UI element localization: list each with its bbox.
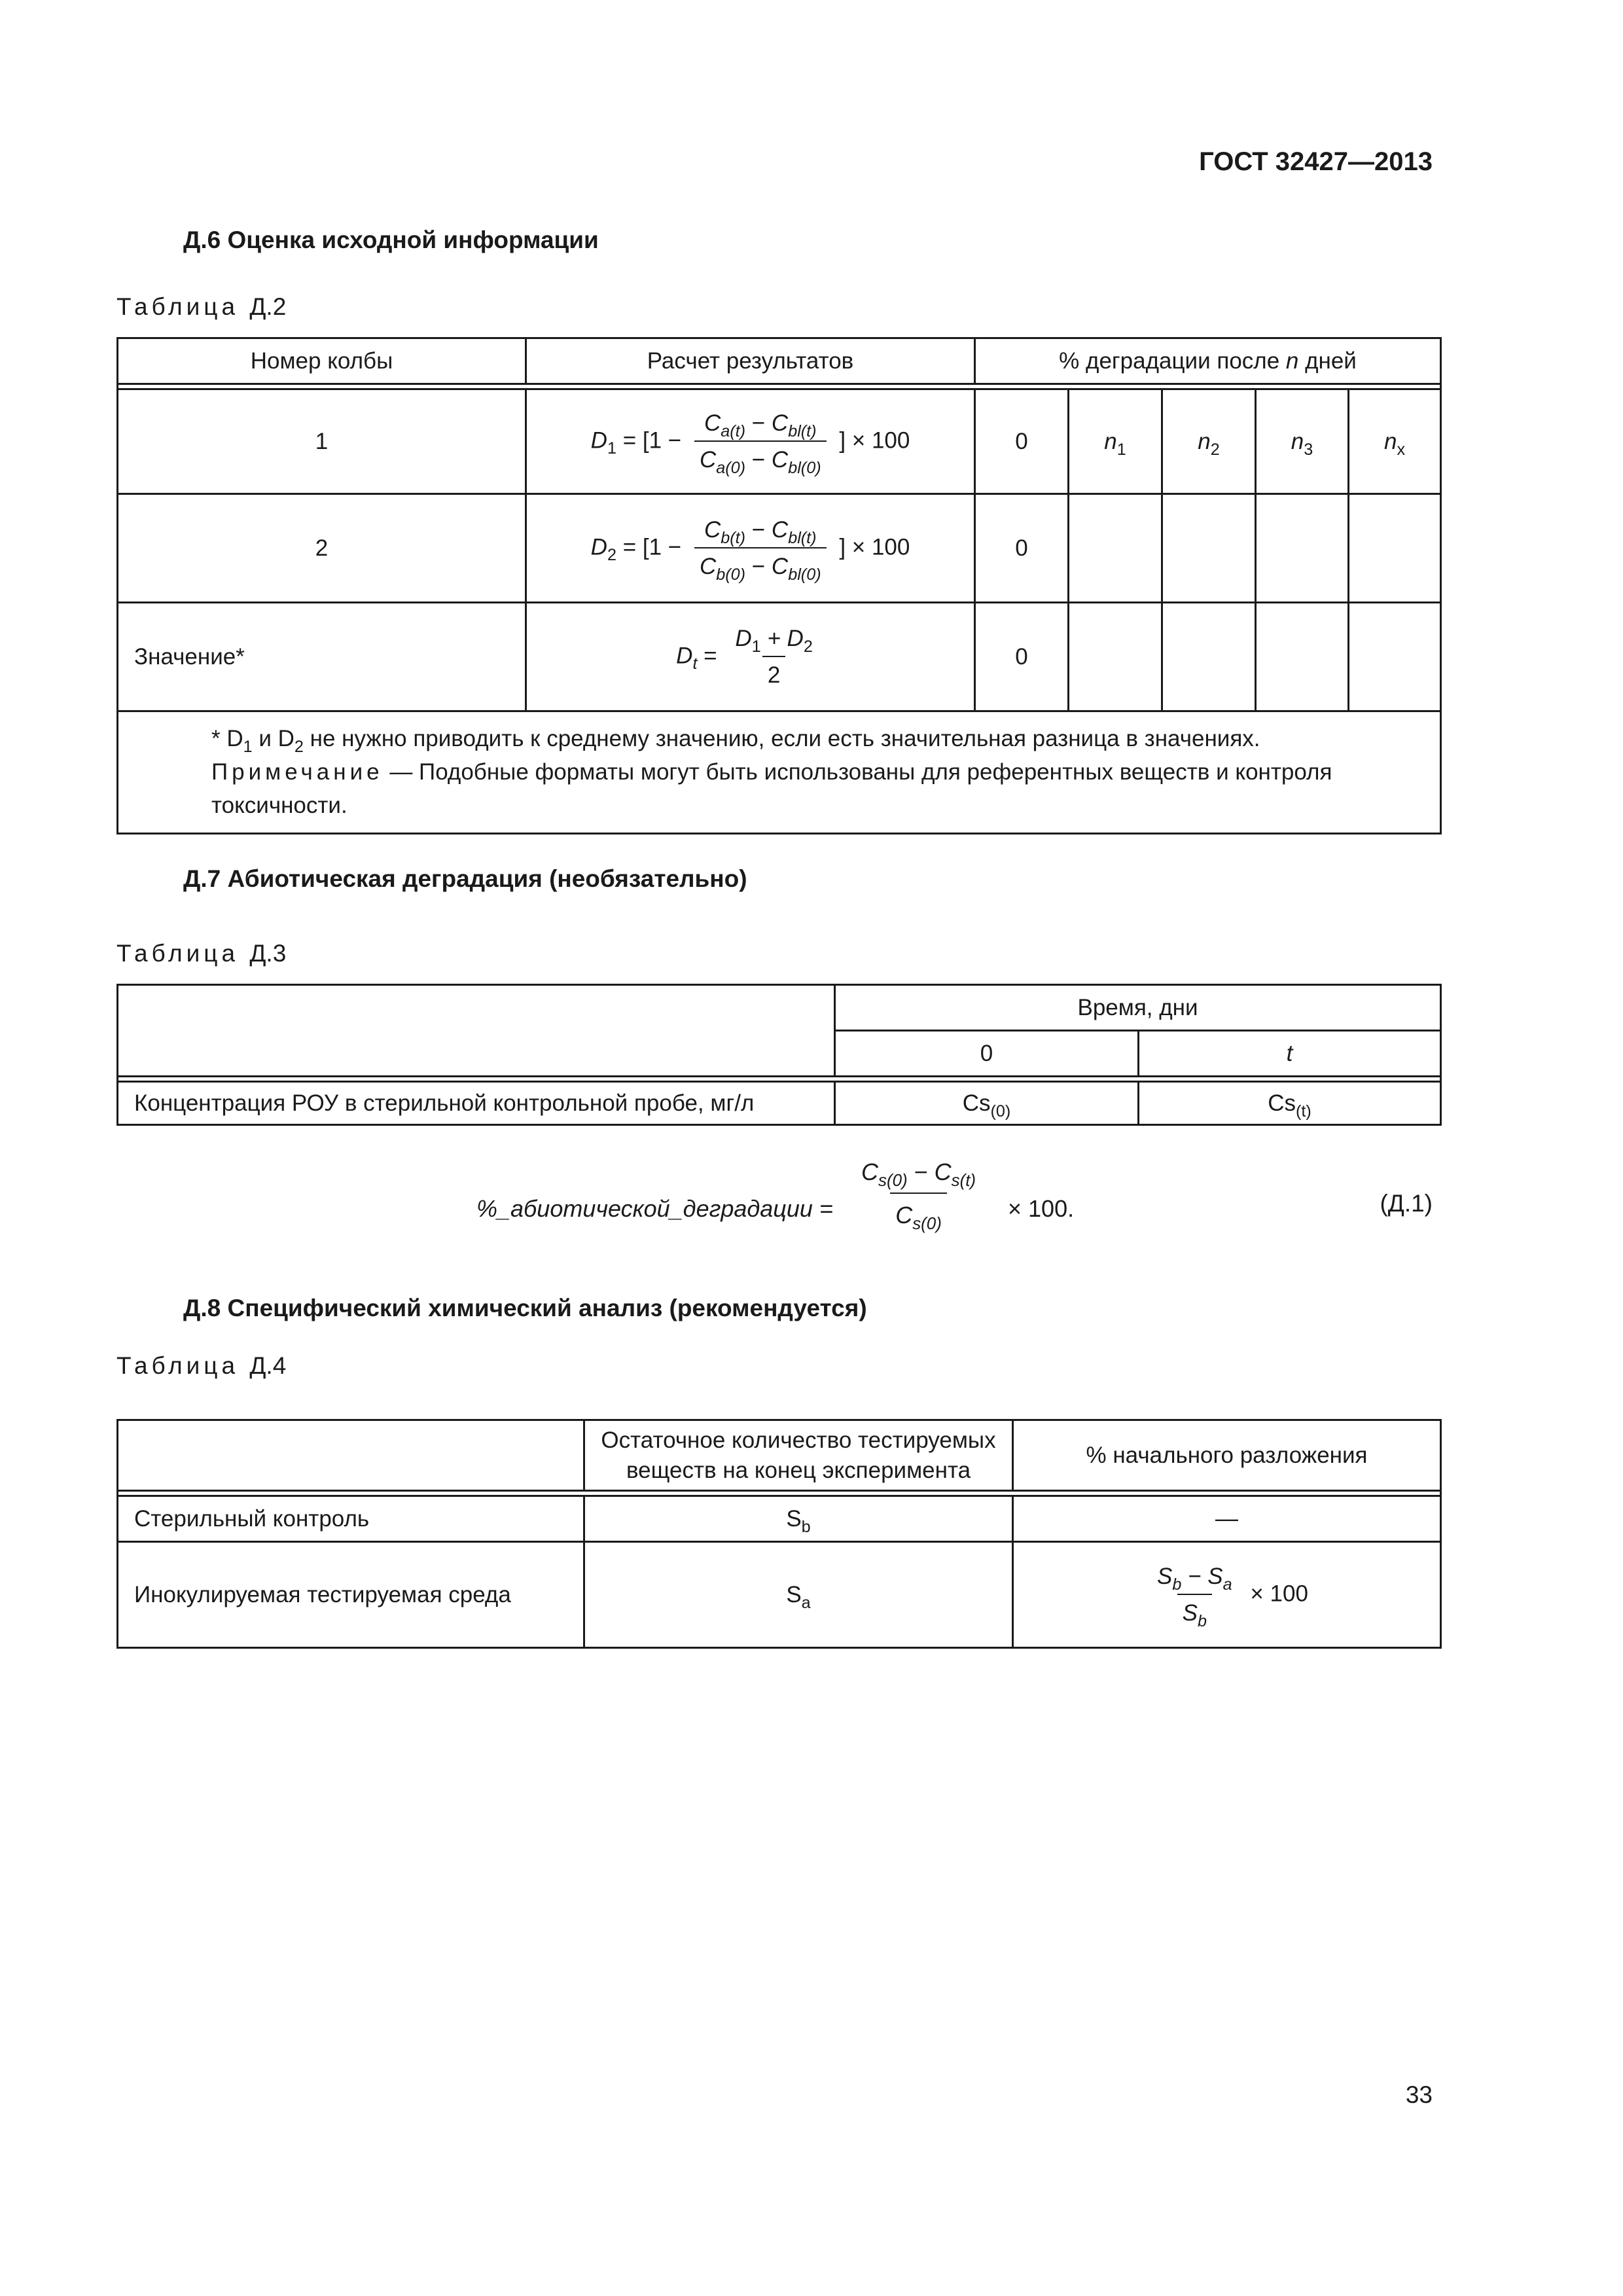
cs-0: $Cs_{(0)}$ bbox=[835, 1082, 1139, 1125]
residual-value: $S_a$ bbox=[584, 1542, 1013, 1648]
day-cell bbox=[1349, 494, 1441, 603]
day-nx: $n_x$ bbox=[1349, 389, 1441, 494]
cs-t: $Cs_{(t)}$ bbox=[1139, 1082, 1441, 1125]
empty-header-cell bbox=[118, 985, 835, 1077]
residual-value: $S_b$ bbox=[584, 1496, 1013, 1542]
formula-d1: $D_1 = [1$ − $\frac{C_{a(t)} - C_{bl(t)}}{C_{a(0)} - C_{bl(0)}}$ ] × 100 bbox=[526, 389, 975, 494]
formula-lhs: %_абиотической_деградации = bbox=[476, 1195, 833, 1222]
section-title-d7: Д.7 Абиотическая деградация (необязательно) bbox=[183, 865, 747, 892]
col-header-decomposition: % начального разложения bbox=[1013, 1420, 1441, 1491]
day-cell bbox=[1349, 603, 1441, 711]
caption-word: Таблица bbox=[116, 940, 240, 967]
formula-dt: $D_t$ = $\frac{D_1 + D_2}{2}$ bbox=[526, 603, 975, 711]
table-row bbox=[118, 494, 1441, 603]
col-header-residual: Остаточное количество тестируемых веществ на конец эксперимента bbox=[584, 1420, 1013, 1491]
time-t: t bbox=[1139, 1031, 1441, 1077]
formula-number: (Д.1) bbox=[1380, 1190, 1433, 1217]
table-caption-d2 bbox=[116, 293, 286, 321]
day-n2: $n_2$ bbox=[1162, 389, 1256, 494]
caption-number: Д.3 bbox=[249, 940, 287, 967]
caption-word: Таблица bbox=[116, 1352, 240, 1379]
day-cell bbox=[1069, 494, 1162, 603]
table-header-row bbox=[118, 338, 1441, 384]
table-row bbox=[118, 1082, 1441, 1125]
mean-value-label: Значение* bbox=[118, 603, 526, 711]
time-0: 0 bbox=[835, 1031, 1139, 1077]
row-label: Концентрация РОУ в стерильной контрольной пробе, мг/л bbox=[118, 1082, 835, 1125]
table-d3 bbox=[116, 984, 1442, 1126]
day-n1: $n_1$ bbox=[1069, 389, 1162, 494]
flask-number: 2 bbox=[118, 494, 526, 603]
table-notes bbox=[118, 711, 1441, 834]
formula-fraction: $\frac{C_{s(0)} - C_{s(t)}}{C_{s(0)}}$ bbox=[861, 1158, 976, 1234]
table-row bbox=[118, 389, 1441, 494]
document-id: ГОСТ 32427—2013 bbox=[1199, 147, 1433, 176]
row-label: Стерильный контроль bbox=[118, 1496, 584, 1542]
page-number: 33 bbox=[1405, 2081, 1433, 2108]
decomposition-formula: $\frac{S_b - S_a}{S_b}$ × 100 bbox=[1013, 1542, 1441, 1648]
section-title-d8: Д.8 Специфический химический анализ (рекомендуется) bbox=[183, 1295, 867, 1321]
empty-header-cell bbox=[118, 1420, 584, 1491]
table-notes-row bbox=[118, 711, 1441, 834]
footnote: * $D_1$ и $D_2$ не нужно приводить к среднему значению, если есть значительная разница в значениях. bbox=[211, 726, 1260, 756]
table-row bbox=[118, 603, 1441, 711]
formula-d2: $D_2 = [1$ − $\frac{C_{b(t)} - C_{bl(t)}}{C_{b(0)} - C_{bl(0)}}$ ] × 100 bbox=[526, 494, 975, 603]
caption-word: Таблица bbox=[116, 293, 240, 320]
day-cell bbox=[1256, 494, 1349, 603]
caption-number: Д.2 bbox=[249, 293, 287, 320]
note: Примечание — Подобные форматы могут быть использованы для референтных веществ и контроля токсичности. bbox=[211, 759, 1332, 818]
col-header-calc: Расчет результатов bbox=[526, 338, 975, 384]
day-cell bbox=[1069, 603, 1162, 711]
time-header: Время, дни bbox=[835, 985, 1441, 1031]
row-label: Инокулируемая тестируемая среда bbox=[118, 1542, 584, 1648]
value-day0: 0 bbox=[975, 494, 1069, 603]
value-day0: 0 bbox=[975, 389, 1069, 494]
section-title-d6: Д.6 Оценка исходной информации bbox=[183, 226, 599, 253]
day-cell bbox=[1162, 494, 1256, 603]
col-header-flask: Номер колбы bbox=[118, 338, 526, 384]
value-day0: 0 bbox=[975, 603, 1069, 711]
table-caption-d3 bbox=[116, 940, 286, 967]
day-cell bbox=[1162, 603, 1256, 711]
table-d2 bbox=[116, 337, 1442, 834]
day-cell bbox=[1256, 603, 1349, 711]
table-d4 bbox=[116, 1419, 1442, 1649]
formula-tail: × 100. bbox=[1008, 1195, 1075, 1222]
decomposition-value: — bbox=[1013, 1496, 1441, 1542]
caption-number: Д.4 bbox=[249, 1352, 287, 1379]
table-row bbox=[118, 1542, 1441, 1648]
day-n3: $n_3$ bbox=[1256, 389, 1349, 494]
col-header-degradation: % деградации после n дней bbox=[975, 338, 1441, 384]
formula-d1-abiotic bbox=[471, 1158, 1440, 1250]
table-row bbox=[118, 1496, 1441, 1542]
flask-number: 1 bbox=[118, 389, 526, 494]
table-caption-d4 bbox=[116, 1352, 286, 1380]
